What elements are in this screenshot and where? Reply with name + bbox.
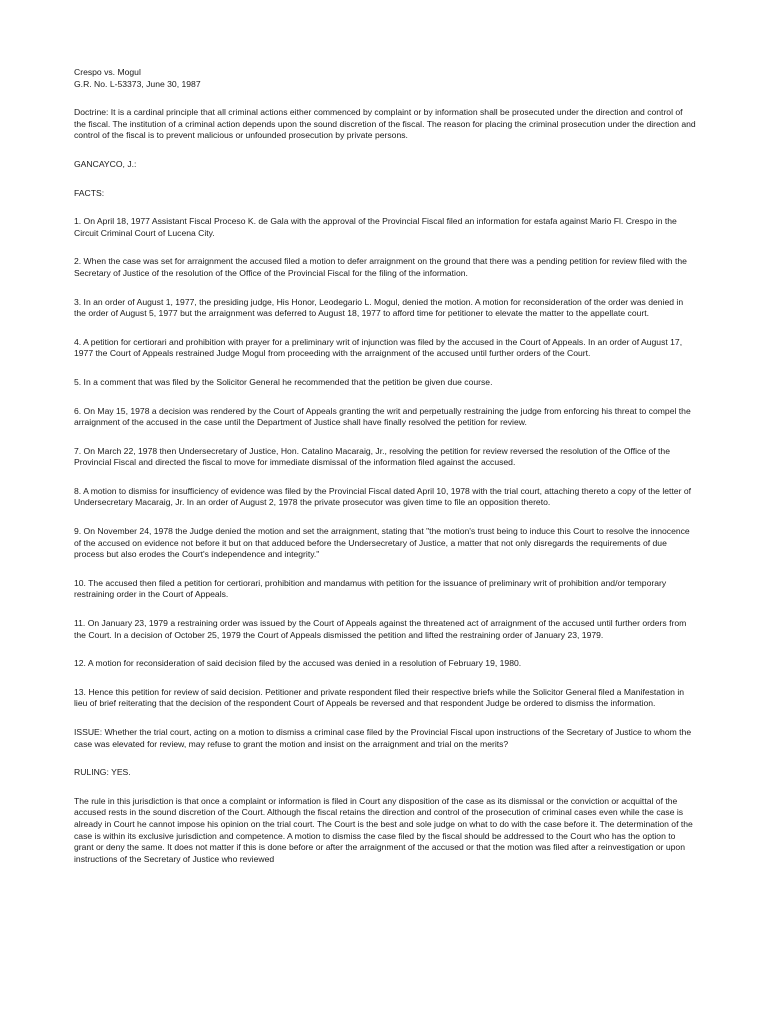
case-title: Crespo vs. Mogul — [74, 67, 141, 77]
ruling-paragraph: The rule in this jurisdiction is that once a complaint or information is filed in Court any disposition of the case as its dismissal or the conviction or acquittal of the accused rests in the sound discretion of the Court. Although the fiscal retains the direction and control of the prosecution of criminal cases even while the case is already in Court he cannot impose his opinion on the trial court. The Court is the best and sole judge on what to do with the case before it. The determination of the case is within its exclusive jurisdiction and competence. A motion to dismiss the case filed by the fiscal should be addressed to the Court who has the option to grant or deny the same. It does not matter if this is done before or after the arraignment of the accused or that the motion was filed after a reinvestigation or upon instructions of the Secretary of Justice who reviewed — [74, 795, 693, 864]
fact-item: 3. In an order of August 1, 1977, the presiding judge, His Honor, Leodegario L. Mogul, denied the motion. A motion for reconsideration of the order was denied in the order of August 5, 1977 but the arraignment was deferred to August 18, 1977 to afford time for petitioner to elevate the matter to the appellate court. — [74, 296, 684, 319]
document-page — [74, 67, 696, 865]
fact-item: 9. On November 24, 1978 the Judge denied the motion and set the arraignment, stating that "the motion's trust being to induce this Court to resolve the innocence of the accused on evidence not before it but on that adduced before the Undersecretary of Justice, a matter that not only disregards the requirements of due process but also erodes the Court's independence and integrity." — [74, 526, 690, 560]
fact-item: 1. On April 18, 1977 Assistant Fiscal Proceso K. de Gala with the approval of the Provincial Fiscal filed an information for estafa against Mario Fl. Crespo in the Circuit Criminal Court of Lucena City. — [74, 216, 677, 238]
fact-item: 10. The accused then filed a petition for certiorari, prohibition and mandamus with petition for the issuance of preliminary writ of prohibition and/or temporary restraining order in the Court of Appeals. — [74, 577, 667, 600]
ponente: GANCAYCO, J.: — [74, 158, 137, 169]
fact-item: 12. A motion for reconsideration of said decision filed by the accused was denied in a resolution of February 19, 1980. — [74, 658, 522, 669]
case-citation: G.R. No. L-53373, June 30, 1987 — [74, 78, 201, 89]
facts-heading: FACTS: — [74, 187, 105, 198]
fact-item: 4. A petition for certiorari and prohibition with prayer for a preliminary writ of injunction was filed by the accused in the Court of Appeals. In an order of August 17, 1977 the Court of Appeals restrained Judge Mogul from proceeding with the arraignment of the accused until further orders of the Court. — [74, 336, 683, 359]
fact-item: 6. On May 15, 1978 a decision was rendered by the Court of Appeals granting the writ and perpetually restraining the judge from enforcing his threat to compel the arraignment of the accused in the case until the Department of Justice shall have finally resolved the petition for review. — [74, 405, 691, 428]
fact-item: 11. On January 23, 1979 a restraining order was issued by the Court of Appeals against the threatened act of arraignment of the accused until further orders from the Court. In a decision of October 25, 1979 the Court of Appeals dismissed the petition and lifted the restraining order of January 23, 1979. — [74, 618, 687, 640]
ruling-heading: RULING: YES. — [74, 767, 131, 778]
fact-item: 13. Hence this petition for review of said decision. Petitioner and private respondent filed their respective briefs while the Solicitor General filed a Manifestation in lieu of brief reiterating that the decision of the respondent Court of Appeals be reversed and that respondent Judge be ordered to dismiss the information. — [74, 686, 685, 709]
fact-item: 5. In a comment that was filed by the Solicitor General he recommended that the petition be given due course. — [74, 376, 493, 387]
doctrine-paragraph: Doctrine: It is a cardinal principle that all criminal actions either commenced by complaint or by information shall be prosecuted under the direction and control of the fiscal. The institution of a criminal action depends upon the sound discretion of the fiscal. The reason for placing the criminal prosecution under the direction and control of the fiscal is to prevent malicious or unfounded prosecution by private persons. — [74, 107, 696, 141]
issue-paragraph: ISSUE: Whether the trial court, acting on a motion to dismiss a criminal case filed by the Provincial Fiscal upon instructions of the Secretary of Justice to whom the case was elevated for review, may refuse to grant the motion and insist on the arraignment and trial on the merits? — [74, 727, 692, 749]
fact-item: 8. A motion to dismiss for insufficiency of evidence was filed by the Provincial Fiscal dated April 10, 1978 with the trial court, attaching thereto a copy of the letter of Undersecretary Macaraig, Jr. In an order of August 2, 1978 the private prosecutor was given time to file an opposition thereto. — [74, 485, 692, 508]
fact-item: 7. On March 22, 1978 then Undersecretary of Justice, Hon. Catalino Macaraig, Jr., resolving the petition for review reversed the resolution of the Office of the Provincial Fiscal and directed the fiscal to move for immediate dismissal of the information filed against the accused. — [74, 445, 670, 468]
fact-item: 2. When the case was set for arraignment the accused filed a motion to defer arraignment on the ground that there was a pending petition for review filed with the Secretary of Justice of the resolution of the Office of the Provincial Fiscal for the filing of the information. — [74, 256, 687, 278]
